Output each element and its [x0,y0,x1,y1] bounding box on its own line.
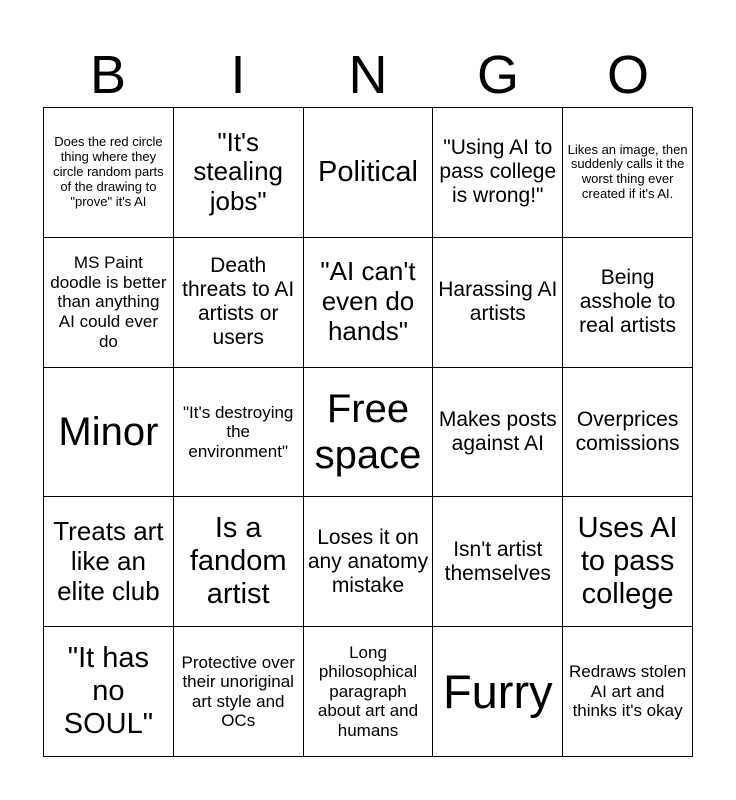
bingo-cell-b5[interactable] [44,627,174,757]
bingo-cell-i5[interactable] [174,627,304,757]
cell-text: Overprices comissions [575,407,680,455]
bingo-cell-g3[interactable] [433,368,563,498]
cell-text: Furry [442,664,553,718]
cell-text: Likes an image, then suddenly calls it the worst thing ever created if it's AI. [567,141,688,202]
cell-text: Is a fandom artist [189,511,287,611]
header-letter-n: N [348,45,388,105]
bingo-cell-b2[interactable] [44,238,174,368]
bingo-cell-o2[interactable] [563,238,693,368]
bingo-cell-i2[interactable] [174,238,304,368]
bingo-cell-n4[interactable] [304,497,434,627]
bingo-cell-b4[interactable] [44,497,174,627]
cell-text: Political [318,155,418,188]
header-letter-b: B [89,45,127,105]
header-letter-o: O [606,45,649,105]
bingo-cell-n5[interactable] [304,627,434,757]
cell-text: Protective over their unoriginal art style and OCs [181,652,295,731]
bingo-cell-n1[interactable] [304,108,434,238]
bingo-cell-i3[interactable] [174,368,304,498]
cell-text: Loses it on any anatomy mistake [307,525,429,597]
bingo-cell-g2[interactable] [433,238,563,368]
bingo-cell-n3[interactable] [304,368,434,498]
header-letter-g: G [476,45,519,105]
cell-text: "It's stealing jobs" [193,126,283,217]
bingo-cell-g1[interactable] [433,108,563,238]
cell-text: Free space [314,386,422,477]
cell-text: Makes posts against AI [438,407,557,455]
bingo-cell-i4[interactable] [174,497,304,627]
cell-text: Isn't artist themselves [444,537,551,585]
cell-text: Does the red circle thing where they circle random parts of the drawing to "prove" it's AI [53,134,164,209]
bingo-cell-i1[interactable] [174,108,304,238]
bingo-cell-b1[interactable] [44,108,174,238]
bingo-board [43,107,693,757]
cell-text: Long philosophical paragraph about art and humans [317,642,419,740]
cell-text: Harassing AI artists [438,278,558,326]
cell-text: Being asshole to real artists [579,265,677,338]
header-letter-i: I [230,45,246,105]
bingo-cell-o3[interactable] [563,368,693,498]
bingo-cell-o4[interactable] [563,497,693,627]
cell-text: "AI can't even do hands" [320,256,416,347]
cell-text: "It's destroying the environment" [183,402,294,461]
bingo-cell-g5[interactable] [433,627,563,757]
bingo-cell-o1[interactable] [563,108,693,238]
cell-text: Uses AI to pass college [577,511,678,611]
bingo-cell-g4[interactable] [433,497,563,627]
cell-text: MS Paint doodle is better than anything AI could ever do [50,253,167,351]
cell-text: "Using AI to pass college is wrong!" [439,136,557,208]
cell-text: "It has no SOUL" [63,641,154,741]
cell-text: Minor [58,409,159,454]
cell-text: Treats art like an elite club [53,515,164,606]
bingo-cell-b3[interactable] [44,368,174,498]
bingo-cell-o5[interactable] [563,627,693,757]
cell-text: Death threats to AI artists or users [182,253,295,350]
cell-text: Redraws stolen AI art and thinks it's okay [569,662,687,721]
bingo-header [43,44,693,106]
bingo-cell-n2[interactable] [304,238,434,368]
